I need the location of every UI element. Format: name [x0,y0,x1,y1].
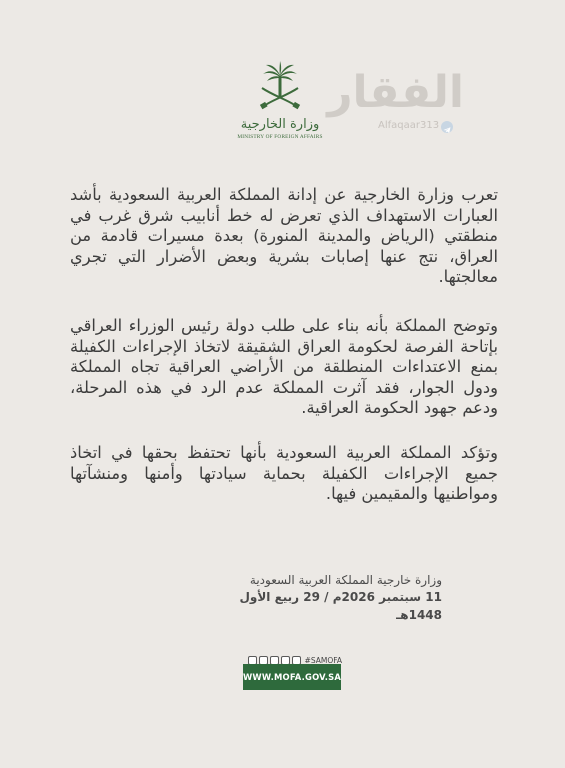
signature-block [210,572,442,624]
website-link[interactable]: WWW.MOFA.GOV.SA [243,664,341,690]
statement-paragraph: وتوضح المملكة بأنه بناء على طلب دولة رئيس الوزراء العراقي بإتاحة الفرصة لحكومة العراق الشقيقة لاتخاذ الإجراءات الكفيلة بمنع الاعتداءات المنطلقة من الأراضي العراقية تجاه المملكة ودول الجوار، فقد آثرت المملكة عدم الرد في هذه المرحلة، ودعم جهود الحكومة العراقية. [70,315,498,418]
signature-date: 11 سبتمبر 2026م / 29 ربيع الأول 1448هـ [239,590,442,622]
social-handle: #SAMOFA [304,655,342,665]
telegram-icon [441,121,453,133]
statement-body [70,185,498,505]
watermark-handle: Alfaqaar313 [378,120,440,131]
statement-paragraph: وتؤكد المملكة العربية السعودية بأنها تحتفظ بحقها في اتخاذ جميع الإجراءات الكفيلة بحماية سيادتها وأمنها ومنشآتها ومواطنيها والمقيمين فيها. [70,442,498,504]
ministry-name-english: MINISTRY OF FOREIGN AFFAIRS [237,134,323,140]
statement-paragraph: تعرب وزارة الخارجية عن إدانة المملكة العربية السعودية بأشد العبارات الاستهداف الذي تعرض له خط أنابيب شرق غرب في منطقتي (الرياض والمدينة المنورة) بعدة مسيرات قادمة من العراق، نتج عنها إصابات بشرية وبعض الأضرار التي تجري معالجتها. [70,185,498,287]
watermark-title: الفقار [327,67,464,118]
ministry-name-arabic: وزارة الخارجية [240,117,320,132]
signature-org: وزارة خارجية المملكة العربية السعودية [249,573,442,587]
